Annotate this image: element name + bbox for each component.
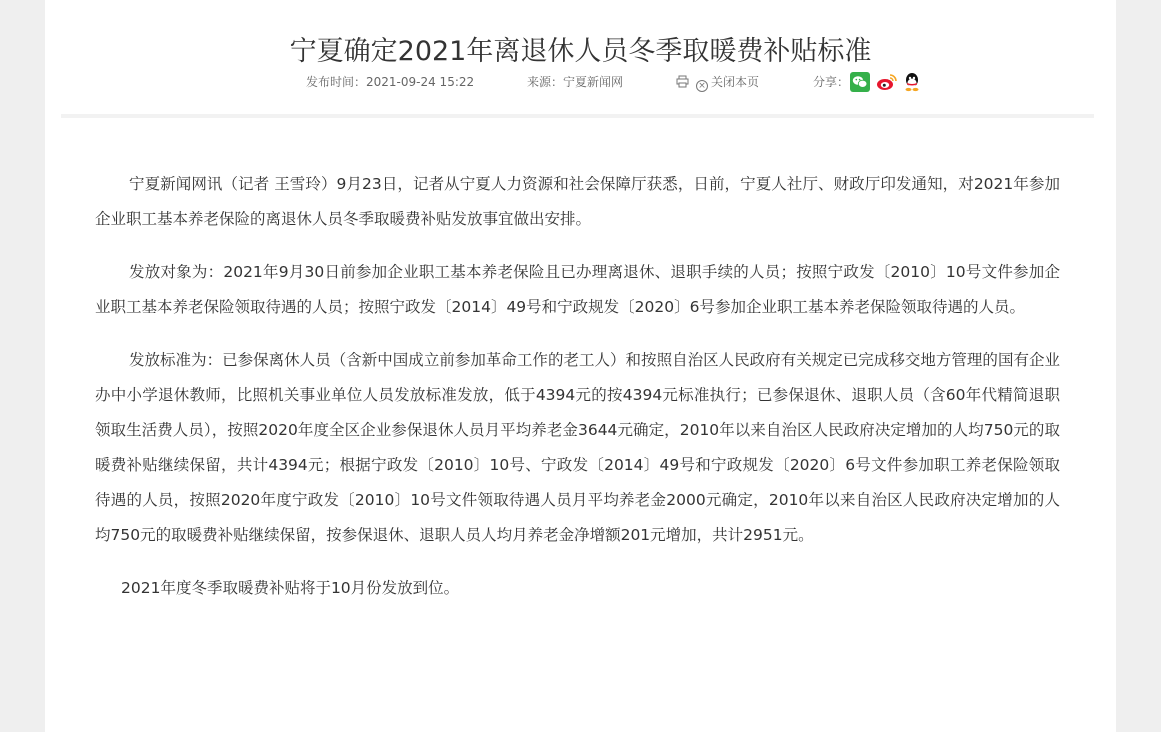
qq-icon[interactable]	[902, 72, 922, 92]
close-icon: ×	[696, 80, 708, 92]
paragraph-intro: 宁夏新闻网讯（记者 王雪玲）9月23日，记者从宁夏人力资源和社会保障厅获悉，日前，宁夏人社厅、财政厅印发通知，对2021年参加企业职工基本养老保险的离退休人员冬季取暖费补贴发放事宜做出安排。	[95, 175, 1060, 228]
article-page	[45, 0, 1116, 732]
close-page-button[interactable]	[696, 72, 759, 92]
weibo-icon[interactable]	[876, 72, 896, 92]
article-source: 来源：宁夏新闻网	[527, 75, 624, 89]
print-button[interactable]	[676, 72, 689, 92]
header-divider	[61, 114, 1094, 118]
paragraph-timing: 2021年度冬季取暖费补贴将于10月份发放到位。	[121, 579, 460, 597]
publish-time: 发布时间：2021-09-24 15:22	[306, 75, 475, 89]
paragraph-standards: 发放标准为：已参保离休人员（含新中国成立前参加革命工作的老工人）和按照自治区人民政府有关规定已完成移交地方管理的国有企业办中小学退休教师，比照机关事业单位人员发放标准发放，低于4394元的按4394元标准执行；已参保退休、退职人员（含60年代精简退职领取生活费人员），按照2020年度全区企业参保退休人员月平均养老金3644元确定，2010年以来自治区人民政府决定增加的人均750元的取暖费补贴继续保留，共计4394元；根据宁政发〔2010〕10号、宁政发〔2014〕49号和宁政规发〔2020〕6号文件参加职工养老保险领取待遇的人员，按照2020年度宁政发〔2010〕10号文件领取待遇人员月平均养老金2000元确定，2010年以来自治区人民政府决定增加的人均750元的取暖费补贴继续保留，按参保退休、退职人员人均月养老金净增额201元增加，共计2951元。	[95, 351, 1060, 544]
close-page-label: 关闭本页	[711, 75, 760, 89]
article-meta	[45, 72, 1116, 92]
share-label: 分享：	[813, 75, 850, 89]
article-body	[95, 167, 1060, 624]
paragraph-recipients: 发放对象为：2021年9月30日前参加企业职工基本养老保险且已办理离退休、退职手续的人员；按照宁政发〔2010〕10号文件参加企业职工基本养老保险领取待遇的人员；按照宁政发〔2014〕49号和宁政规发〔2020〕6号参加企业职工基本养老保险领取待遇的人员。	[95, 263, 1060, 316]
print-icon	[676, 74, 689, 87]
article-title: 宁夏确定2021年离退休人员冬季取暖费补贴标准	[289, 36, 872, 68]
wechat-icon[interactable]	[850, 72, 870, 92]
